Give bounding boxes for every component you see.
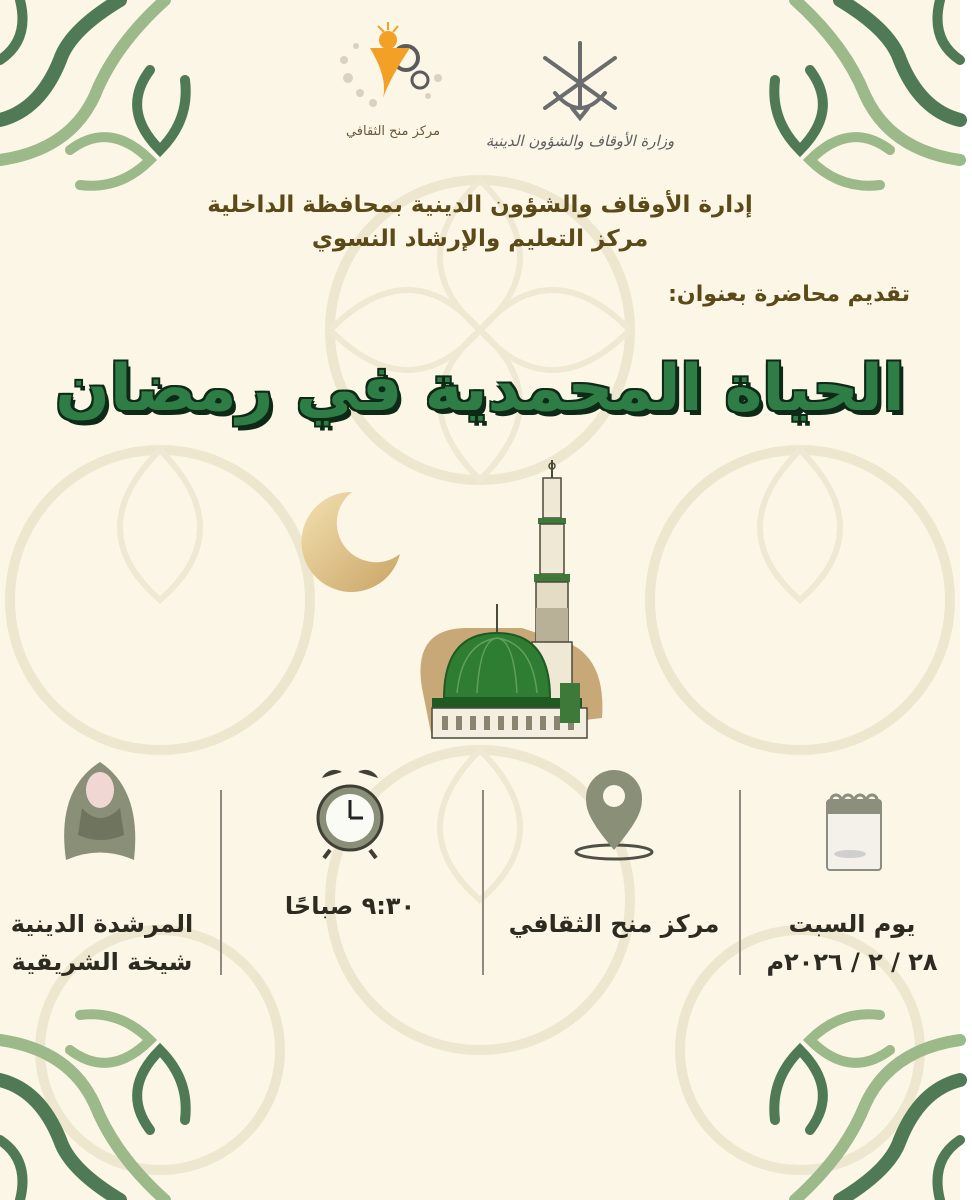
date-day: يوم السبت (788, 910, 916, 938)
info-speaker (0, 750, 222, 990)
corner-ornament-bottom-left (0, 1010, 190, 1200)
speaker-title: المرشدة الدينية (10, 910, 194, 938)
divider (482, 790, 484, 975)
alarm-clock-icon (230, 750, 470, 870)
info-location (494, 750, 734, 990)
prophets-mosque-illustration (412, 458, 612, 743)
location-name: مركز منح الثقافي (508, 910, 720, 938)
organizer-header (40, 188, 920, 256)
speaker-name: شيخة الشريقية (11, 948, 193, 976)
center-logo (318, 18, 468, 139)
center-logo-caption: مركز منح الثقافي (345, 124, 441, 139)
lecture-intro: تقديم محاضرة بعنوان: (668, 282, 910, 307)
calendar-icon (732, 750, 972, 870)
crescent-moon-icon (292, 488, 402, 596)
date-value: ٢٨ / ٢ / ٢٠٢٦م (766, 948, 938, 976)
info-date (732, 750, 972, 990)
header-line-1: إدارة الأوقاف والشؤون الدينية بمحافظة الداخلية (207, 192, 753, 218)
lecture-title: الحياة المحمدية في رمضان (55, 352, 905, 426)
info-time (230, 750, 470, 990)
divider (739, 790, 741, 975)
ministry-logo (485, 38, 675, 162)
corner-ornament-bottom-right (770, 1010, 960, 1200)
center-logo-icon (318, 18, 468, 118)
ministry-emblem-icon (485, 38, 675, 158)
hijab-woman-icon (0, 750, 222, 870)
header-line-2: مركز التعليم والإرشاد النسوي (311, 226, 649, 252)
location-pin-icon (494, 750, 734, 870)
svg-text:وزارة الأوقاف والشؤون الدينية: وزارة الأوقاف والشؤون الدينية (485, 132, 675, 150)
corner-ornament-top-right (770, 0, 960, 190)
time-value: ٩:٣٠ صباحًا (284, 892, 416, 920)
corner-ornament-top-left (0, 0, 190, 190)
